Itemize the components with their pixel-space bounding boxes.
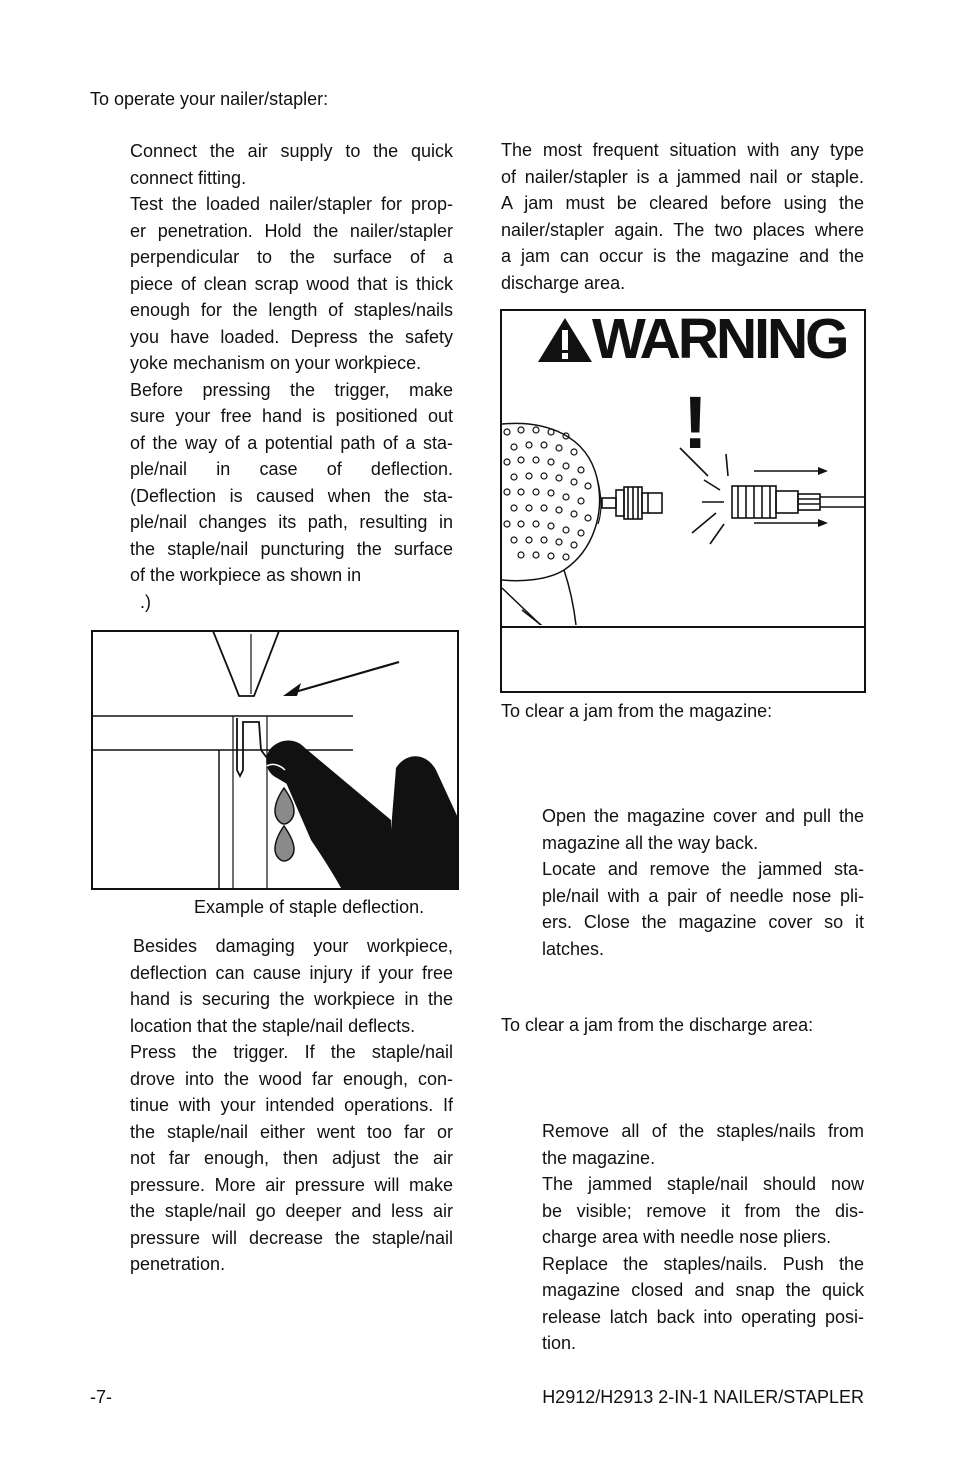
step-line: the magazine. (542, 1147, 656, 1168)
step-line: .) (130, 591, 151, 612)
step-line: ple/nail with a pair of needle nose pli- (542, 885, 864, 906)
step-line: The jammed staple/nail should now (542, 1174, 864, 1194)
left-steps-block-1 (130, 138, 453, 615)
motion-arrows (754, 471, 820, 523)
male-fitting-icon (602, 487, 662, 519)
footer-title: H2912/H2913 2-IN-1 NAILER/STAPLER (542, 1387, 864, 1407)
intro-line: A jam must be cleared before using the (501, 193, 864, 213)
staple-deflection-figure (91, 630, 459, 890)
warning-exclamation: ! (683, 381, 708, 464)
warning-divider (502, 626, 864, 628)
step-line: the staple/nail either went too far or (130, 1121, 453, 1142)
step-line: ple/nail changes its path, resulting in (130, 512, 453, 532)
step-line: magazine closed and snap the quick (542, 1280, 864, 1300)
step-line: sure your free hand is positioned out (130, 406, 453, 426)
warning-triangle-icon (536, 316, 594, 364)
step-line: connect fitting. (130, 167, 247, 188)
jam-intro (501, 137, 864, 296)
step-line: release latch back into operating posi- (542, 1306, 864, 1327)
step-line: Press the trigger. If the staple/nail (130, 1042, 453, 1062)
arrow-icon (818, 519, 828, 527)
discharge-heading: To clear a jam from the discharge area: (501, 1015, 814, 1035)
step-line: the staple/nail puncturing the surface (130, 538, 453, 559)
step-line: ple/nail in case of deflection. (130, 459, 453, 479)
face-icon (502, 423, 601, 625)
step-line: enough for the length of staples/nails (130, 300, 453, 320)
intro-line: discharge area. (501, 272, 626, 293)
arrow-icon (818, 467, 828, 475)
step-line: ers. Close the magazine cover so it (542, 912, 864, 932)
step-line: drove into the wood far enough, con- (130, 1068, 453, 1089)
step-line: latches. (542, 938, 605, 959)
step-line: Locate and remove the jammed sta- (542, 859, 864, 879)
step-line: er penetration. Hold the nailer/stapler (130, 220, 453, 241)
intro-line: of nailer/stapler is a jammed nail or staple. (501, 166, 864, 187)
discharge-steps (542, 1118, 864, 1357)
step-line: magazine all the way back. (542, 832, 759, 853)
step-line: Remove all of the staples/nails from (542, 1121, 864, 1141)
step-line: the staple/nail go deeper and less air (130, 1201, 453, 1221)
step-line: Before pressing the trigger, make (130, 379, 453, 400)
intro-line: The most frequent situation with any type (501, 140, 864, 160)
step-line: penetration. (130, 1254, 226, 1274)
step-line: of the workpiece as shown in (130, 565, 362, 585)
intro-line: nailer/stapler again. The two places where (501, 219, 864, 240)
magazine-heading: To clear a jam from the magazine: (501, 701, 773, 721)
step-line: of the way of a potential path of a sta- (130, 432, 453, 453)
female-coupler-icon (732, 486, 864, 518)
step-line: Test the loaded nailer/stapler for prop- (130, 194, 453, 214)
step-line: tion. (542, 1333, 577, 1353)
intro-line: a jam can occur is the magazine and the (501, 246, 864, 266)
step-line: Connect the air supply to the quick (130, 141, 453, 161)
step-line: piece of clean scrap wood that is thick (130, 273, 453, 294)
page-number: -7- (90, 1387, 112, 1407)
step-line: tinue with your intended operations. If (130, 1095, 453, 1115)
step-line: charge area with needle nose pliers. (542, 1227, 832, 1247)
step-line: Replace the staples/nails. Push the (542, 1253, 864, 1274)
burst-lines (680, 448, 728, 544)
step-line: deflection can cause injury if your free (130, 962, 453, 983)
step-line: hand is securing the workpiece in the (130, 989, 453, 1009)
intro-text: To operate your nailer/stapler: (90, 89, 329, 109)
magazine-steps (542, 803, 864, 962)
step-line: not far enough, then adjust the air (130, 1148, 453, 1168)
step-line: you have loaded. Depress the safety (130, 326, 453, 347)
step-line: pressure will decrease the staple/nail (130, 1227, 453, 1248)
step-line: Besides damaging your workpiece, (133, 936, 453, 956)
step-line: perpendicular to the surface of a (130, 247, 453, 267)
step-line: yoke mechanism on your workpiece. (130, 353, 422, 373)
step-line: (Deflection is caused when the sta- (130, 485, 453, 506)
figure-caption: Example of staple deflection. (194, 897, 425, 917)
step-line: be visible; remove it from the dis- (542, 1200, 864, 1221)
step-line: Open the magazine cover and pull the (542, 806, 864, 826)
warning-illustration (502, 420, 864, 625)
left-steps-block-2 (130, 933, 453, 1278)
step-line: location that the staple/nail deflects. (130, 1015, 416, 1036)
step-line: pressure. More air pressure will make (130, 1174, 453, 1195)
warning-heading: WARNING (592, 307, 847, 371)
